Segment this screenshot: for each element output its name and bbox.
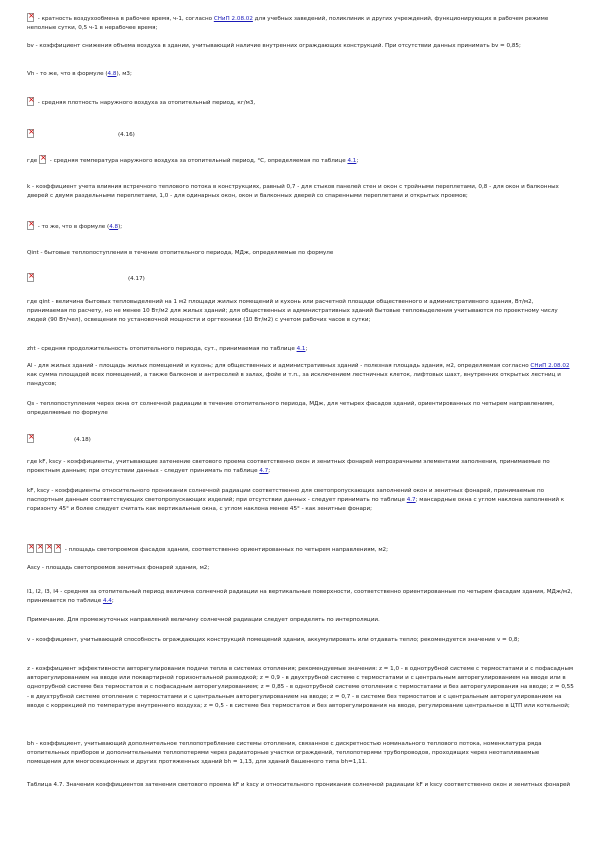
paragraph-note: Примечание. Для промежуточных направлений величину солнечной радиации следует определять по интерполяции. [27,617,380,623]
broken-image-icon [39,155,46,164]
paragraph-qint: Qint - бытовые теплопоступления в течение отопительного периода, МДж, определяемые по формуле [27,250,334,256]
broken-image-icon [36,544,43,553]
broken-image-icon [45,544,52,553]
paragraph-z: z - коэффициент эффективности авторегулирования подачи тепла в системах отопления; рекомендуемые значения: z = 1,0 - в однотрубной системе с термостатами и с пофасадным авторегулированием на вводе или поквартирной горизонтальной разводкой; z = 0,9 - в двухтрубной системе с термостатами и с центральным авторегулированием на вводе или в однотрубной системе без термостатов и с пофасадным авторегулированием; z = 0,85 - в однотрубной системе отопления с термостатами и без авторегулирования на вводе; z = 0,55 - в двухтрубной системе отопления с термостатами и с центральным авторегулированием на вводе; z = 0,7 - в системе без термостатов и с центральным авторегулированием на вводе с коррекцией по температуре внутреннего воздуха; z = 0,5 - в системе без термостатов и без авторегулирования на вводе, регулирование центральное в ЦТП или котельной; [27,666,574,709]
paragraph-radiation: I1, I2, I3, I4 - средняя за отопительный период величина солнечной радиации на вертикальные поверхности, соответственно ориентированные по четырем фасадам здания, МДж/м2, принимается по таблице 4.4; [27,589,573,605]
paragraph-v: v - коэффициент, учитывающий способность ограждающих конструкций помещений здания, аккумулировать или отдавать тепло; рекомендуется значение v = 0,8; [27,637,520,643]
paragraph-bh: bh - коэффициент, учитывающий дополнительное теплопотребление системы отопления, связанное с дискретностью номинального теплового потока, номенклатура ряда отопительных приборов и дополнительными теплопотерями через радиаторные участки ограждений, теплопотерями трубопроводов, проходящих через неотапливаемые помещения для многосекционных и других протяженных зданий bh = 1,13, для зданий башенного типа bh=1,11. [27,741,542,766]
link-table-4-4[interactable]: 4.4 [102,598,112,605]
paragraph-density: × - средняя плотность наружного воздуха за отопительный период, кг/м3, [27,97,255,108]
broken-image-icon [54,544,61,553]
paragraph-qint-def: где qint - величина бытовых тепловыделений на 1 м2 площади жилых помещений и кухонь или расчетной площади общественного и административного здания, Вт/м2, принимаемая по расчету, но не менее 10 Вт/м2 для жилых зданий; для общественных и административных зданий бытовые тепловыделения учитываются по проектному числу людей (90 Вт/чел), освещения по установочной мощности и оргтехники (10 Вт/м2) с учетом рабочих часов в сутки; [27,299,558,324]
link-snip[interactable]: СНиП 2.08.02 [213,16,253,22]
equation-number: (4.18) [74,437,91,443]
link-table-4-1-b[interactable]: 4.1 [296,346,306,352]
paragraph-air-change: × - кратность воздухообмена в рабочее время, ч-1, согласно СНиП 2.08.02 для учебных заведений, поликлиник и других учреждений, функционирующих в рабочем режиме неполные сутки, 0,5 ч-1 в нерабочее время; [27,13,575,33]
link-snip-b[interactable]: СНиП 2.08.02 [530,363,570,369]
broken-image-icon [27,13,34,22]
link-table-4-1[interactable]: 4.1 [347,158,357,164]
paragraph-vh: Vh - то же, что в формуле (4.8), м3; [27,71,132,77]
equation-number: (4.16) [118,132,135,138]
formula-image-icon [27,129,34,138]
paragraph-al: Al - для жилых зданий - площадь жилых помещений и кухонь; для общественных и административных зданий - полезная площадь здания, м2, определяемая согласно СНиП 2.08.02 как сумма площадей всех помещений, а также балконов и антресолей в залах, фойе и т.п., за исключением лестничных клеток, лифтовых шахт, внутренних открытых лестниц и пандусов; [27,363,570,388]
paragraph-bv: bv - коэффициент снижения объема воздуха в здании, учитывающий наличие внутренних ограждающих конструкций. При отсутствии данных принимать bv = 0,85; [27,43,521,49]
paragraph-k: k - коэффициент учета влияния встречного теплового потока в конструкциях, равный 0,7 - для стыков панелей стен и окон с тройными переплетами, 0,8 - для окон и балконных дверей с двумя раздельными переплетами, 1,0 - для одинарных окон, окон и балконных дверей со спаренными переплетами и открытых проемов; [27,184,559,200]
formula-image-icon [27,434,34,443]
paragraph-zht: zht - средняя продолжительность отопительного периода, сут., принимаемая по таблице 4.1; [27,346,308,352]
table-caption: Таблица 4.7. Значения коэффициентов затенения светового проема kF и kscy и относительного проникания солнечной радиации kF и kscy соответственно окон и зенитных фонарей [27,782,571,788]
link-table-4-7[interactable]: 4.7 [259,468,269,475]
broken-image-icon [27,97,34,106]
paragraph-areas: ×××× - площадь светопроемов фасадов здания, соответственно ориентированных по четырем направлениям, м2; [27,544,388,555]
broken-image-icon [27,544,34,553]
link-table-4-7-b[interactable]: 4.7 [406,497,416,504]
paragraph-ascy: Ascy - площадь светопроемов зенитных фонарей здания, м2; [27,565,210,571]
paragraph-temperature: где × - средняя температура наружного воздуха за отопительный период, °С, определяемая по таблице 4.1; [27,155,358,166]
link-formula-4-8-b[interactable]: 4.8 [109,224,119,230]
formula-4-18 [27,434,91,445]
broken-image-icon [27,221,34,230]
formula-image-icon [27,273,34,282]
equation-number: (4.17) [128,276,145,282]
paragraph-same: × - то же, что в формуле (4.8); [27,221,122,232]
paragraph-kf-penetration: kF, kscy - коэффициенты относительного проникания солнечной радиации соответственно для светопропускающих заполнений окон и зенитных фонарей, принимаемые по паспортным данным соответствующих светопропускающих изделий; при отсутствии данных - следует принимать по таблице 4.7; мансардные окна с углом наклона заполнений к горизонту 45° и более следует считать как вертикальные окна, с углом наклона менее 45° - как зенитные фонари; [27,488,565,513]
formula-4-16 [27,129,135,140]
paragraph-qs: Qs - теплопоступления через окна от солнечной радиации в течение отопительного периода, МДж, для четырех фасадов зданий, ориентированных по четырем направлениям, определяемые по формуле [27,401,554,417]
formula-4-17 [27,273,145,284]
link-formula-4-8[interactable]: 4.8 [107,71,117,77]
paragraph-kf-shading: где kF, kscy - коэффициенты, учитывающие затенение светового проема соответственно окон и зенитных фонарей непрозрачными элементами заполнения, принимаемые по проектным данным; при отсутствии данных - следует принимать по таблице 4.7; [27,459,550,475]
